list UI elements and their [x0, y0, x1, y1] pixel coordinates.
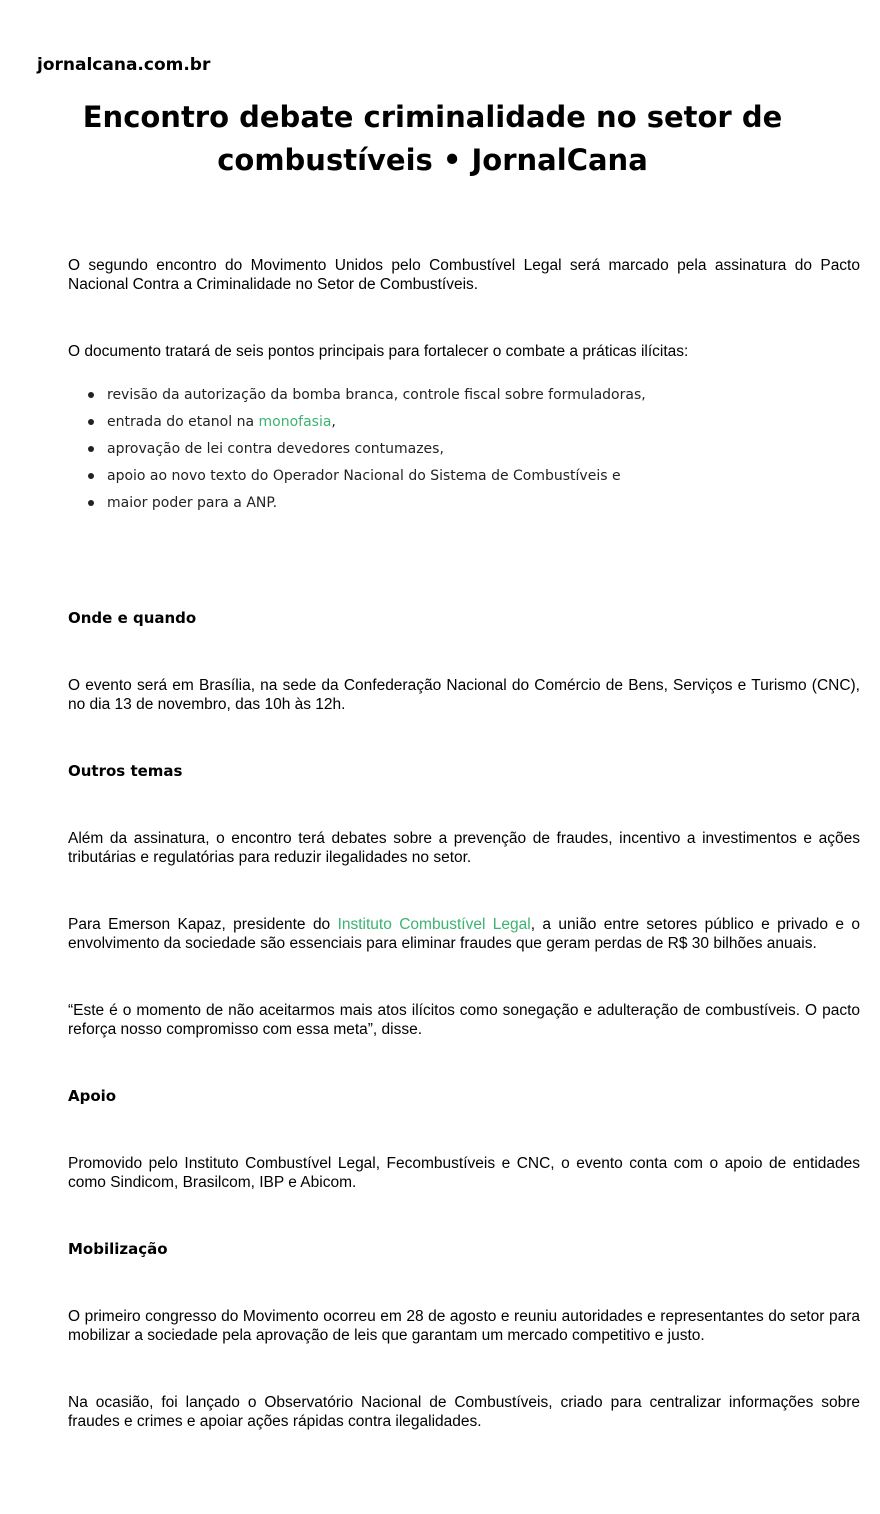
text-segment: , a união entre setores público e privado e o envolvimento da sociedade são essenciais para eliminar fraudes que geram perdas de R$ 30 bilhões anuais. — [68, 916, 860, 952]
list-item-text-suffix: , — [331, 414, 336, 430]
intro-paragraph — [68, 256, 860, 294]
list-item-text: aprovação de lei contra devedores contumazes, — [107, 441, 444, 457]
list-item-text: entrada do etanol na — [107, 414, 259, 430]
bullet-icon — [88, 392, 94, 398]
intro-text: O segundo encontro do Movimento Unidos pelo Combustível Legal será marcado pela assinatura do Pacto Nacional Contra a Criminalidade no Setor de Combustíveis. — [68, 257, 860, 293]
section-mobilizacao-body-2 — [68, 1393, 860, 1431]
section-text: Além da assinatura, o encontro terá debates sobre a prevenção de fraudes, incentivo a investimentos e ações tributárias e regulatórias para reduzir ilegalidades no setor. — [68, 830, 860, 866]
section-onde-body — [68, 676, 860, 714]
section-heading: Outros temas — [68, 762, 183, 780]
section-onde — [68, 608, 860, 628]
section-text — [68, 915, 860, 953]
section-text: Na ocasião, foi lançado o Observatório Nacional de Combustíveis, criado para centralizar informações sobre fraudes e crimes e apoiar ações rápidas contra ilegalidades. — [68, 1394, 860, 1430]
list-item — [68, 492, 646, 519]
instituto-link[interactable]: Instituto Combustível Legal — [337, 916, 531, 933]
monofasia-link[interactable]: monofasia — [258, 414, 332, 430]
list-item-text: apoio ao novo texto do Operador Nacional do Sistema de Combustíveis e — [107, 468, 621, 484]
bullet-icon — [88, 473, 94, 479]
list-item — [68, 411, 646, 438]
text-segment: Para Emerson Kapaz, presidente do — [68, 916, 338, 933]
section-apoio-body — [68, 1154, 860, 1192]
lead-text: O documento tratará de seis pontos principais para fortalecer o combate a práticas ilícitas: — [68, 343, 689, 360]
site-name: jornalcana.com.br — [37, 55, 211, 75]
section-text: Promovido pelo Instituto Combustível Legal, Fecombustíveis e CNC, o evento conta com o apoio de entidades como Sindicom, Brasilcom, IBP e Abicom. — [68, 1155, 860, 1191]
section-mobilizacao-body-1 — [68, 1307, 860, 1345]
list-item — [68, 384, 646, 411]
section-heading: Apoio — [68, 1087, 117, 1105]
lead-paragraph — [68, 342, 860, 361]
section-apoio — [68, 1086, 860, 1106]
quote-text: “Este é o momento de não aceitarmos mais atos ilícitos como sonegação e adulteração de combustíveis. O pacto reforça nosso compromisso com essa meta”, disse. — [68, 1002, 860, 1038]
section-text: O primeiro congresso do Movimento ocorreu em 28 de agosto e reuniu autoridades e representantes do setor para mobilizar a sociedade pela aprovação de leis que garantam um mercado competitivo e justo. — [68, 1308, 860, 1344]
list-item — [68, 438, 646, 465]
section-outros — [68, 761, 860, 781]
section-mobilizacao — [68, 1239, 860, 1259]
bullet-icon — [88, 500, 94, 506]
section-heading: Mobilização — [68, 1240, 168, 1258]
bullet-icon — [88, 446, 94, 452]
bullet-list — [68, 384, 646, 519]
section-outros-body-2 — [68, 915, 860, 953]
bullet-icon — [88, 419, 94, 425]
section-text: O evento será em Brasília, na sede da Confederação Nacional do Comércio de Bens, Serviços e Turismo (CNC), no dia 13 de novembro, das 10h às 12h. — [68, 677, 860, 713]
list-item-text: maior poder para a ANP. — [107, 495, 278, 511]
list-item — [68, 465, 646, 492]
section-outros-body-1 — [68, 829, 860, 867]
article-title: Encontro debate criminalidade no setor de combustíveis • JornalCana — [82, 100, 783, 177]
section-heading: Onde e quando — [68, 609, 197, 627]
list-item-text: revisão da autorização da bomba branca, controle fiscal sobre formuladoras, — [107, 387, 646, 403]
section-outros-quote — [68, 1001, 860, 1039]
